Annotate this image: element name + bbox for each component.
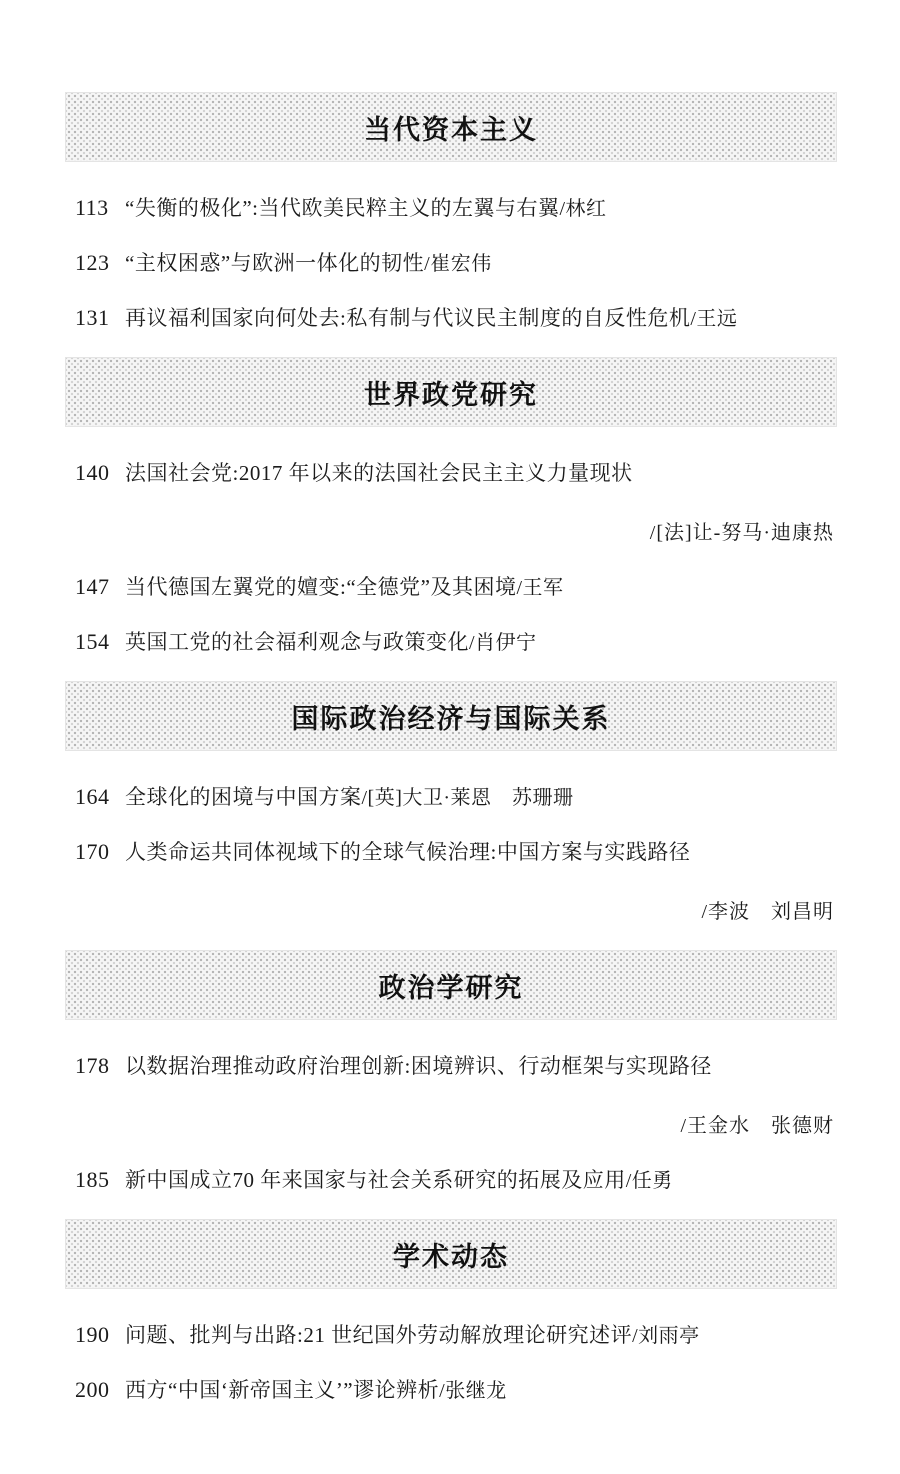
toc-section (0, 1219, 900, 1429)
entry-page-number: 113 (75, 195, 109, 220)
entry-author: /崔宏伟 (424, 253, 492, 275)
section-entries (0, 751, 900, 950)
section-header-band (65, 357, 837, 427)
entry-title: 新中国成立70 年来国家与社会关系研究的拓展及应用 (125, 1168, 626, 1192)
toc-entry (0, 838, 900, 866)
entry-title: 问题、批判与出路:21 世纪国外劳动解放理论研究述评 (125, 1323, 633, 1347)
toc-entry (0, 1376, 900, 1405)
entry-page-number: 164 (75, 784, 110, 809)
toc-entry (0, 459, 900, 487)
entry-page-number: 200 (75, 1377, 110, 1402)
section-header-band (65, 92, 837, 162)
section-header-band (65, 950, 837, 1020)
entry-title: “失衡的极化”:当代欧美民粹主义的左翼与右翼 (125, 196, 560, 220)
entry-title: 西方“中国‘新帝国主义’”谬论辨析 (125, 1378, 440, 1402)
toc-entry (0, 304, 900, 333)
toc-section (0, 681, 900, 950)
entry-author-line: /李波 刘昌明 (701, 901, 834, 923)
toc-entry (0, 783, 900, 812)
toc-entry (0, 194, 900, 223)
entry-page-number: 190 (75, 1322, 110, 1347)
entry-page-number: 123 (75, 250, 110, 275)
entry-page-number: 178 (75, 1053, 110, 1078)
entry-page-number: 185 (75, 1167, 110, 1192)
entry-title: 再议福利国家向何处去:私有制与代议民主制度的自反性危机 (125, 306, 691, 330)
entry-page-number: 147 (75, 574, 110, 599)
entry-page-number: 170 (75, 839, 110, 864)
toc-entry (0, 1321, 900, 1350)
section-entries (0, 1020, 900, 1219)
section-title: 学术动态 (393, 1241, 509, 1272)
entry-title: 英国工党的社会福利观念与政策变化 (125, 630, 469, 654)
entry-author: /任勇 (625, 1170, 673, 1192)
entry-author: /[英]大卫·莱恩 苏珊珊 (361, 787, 574, 809)
entry-author-line: /[法]让-努马·迪康热 (649, 522, 834, 544)
entry-title: “主权困惑”与欧洲一体化的韧性 (125, 251, 425, 275)
section-header-band (65, 681, 837, 751)
section-entries (0, 427, 900, 681)
section-entries (0, 1289, 900, 1429)
toc-entry (0, 573, 900, 602)
entry-title: 全球化的困境与中国方案 (125, 785, 362, 809)
section-title: 政治学研究 (378, 972, 524, 1003)
section-title: 当代资本主义 (364, 114, 538, 145)
section-header-band (65, 1219, 837, 1289)
entry-title: 以数据治理推动政府治理创新:困境辨识、行动框架与实现路径 (125, 1054, 712, 1078)
entry-title: 当代德国左翼党的嬗变:“全德党”及其困境 (125, 575, 517, 599)
toc-entry (0, 1052, 900, 1080)
toc-section (0, 357, 900, 681)
toc-entry (0, 249, 900, 278)
entry-author-line: /王金水 张德财 (680, 1115, 834, 1137)
entry-page-number: 140 (75, 460, 110, 485)
entry-author: /肖伊宁 (469, 632, 537, 654)
section-title: 世界政党研究 (364, 379, 538, 410)
toc-section (0, 950, 900, 1219)
entry-title: 人类命运共同体视域下的全球气候治理:中国方案与实践路径 (125, 840, 691, 864)
entry-author: /张继龙 (439, 1380, 507, 1402)
entry-author: /王远 (690, 308, 738, 330)
entry-page-number: 154 (75, 629, 110, 654)
entry-author: /林红 (559, 198, 607, 220)
toc-entry (0, 628, 900, 657)
toc-entry (0, 1166, 900, 1195)
toc-section (0, 92, 900, 357)
section-title: 国际政治经济与国际关系 (291, 703, 611, 734)
entry-author: /王军 (516, 577, 564, 599)
entry-title: 法国社会党:2017 年以来的法国社会民主主义力量现状 (125, 461, 633, 485)
entry-page-number: 131 (75, 305, 110, 330)
entry-author: /刘雨亭 (632, 1325, 700, 1347)
section-entries (0, 162, 900, 357)
